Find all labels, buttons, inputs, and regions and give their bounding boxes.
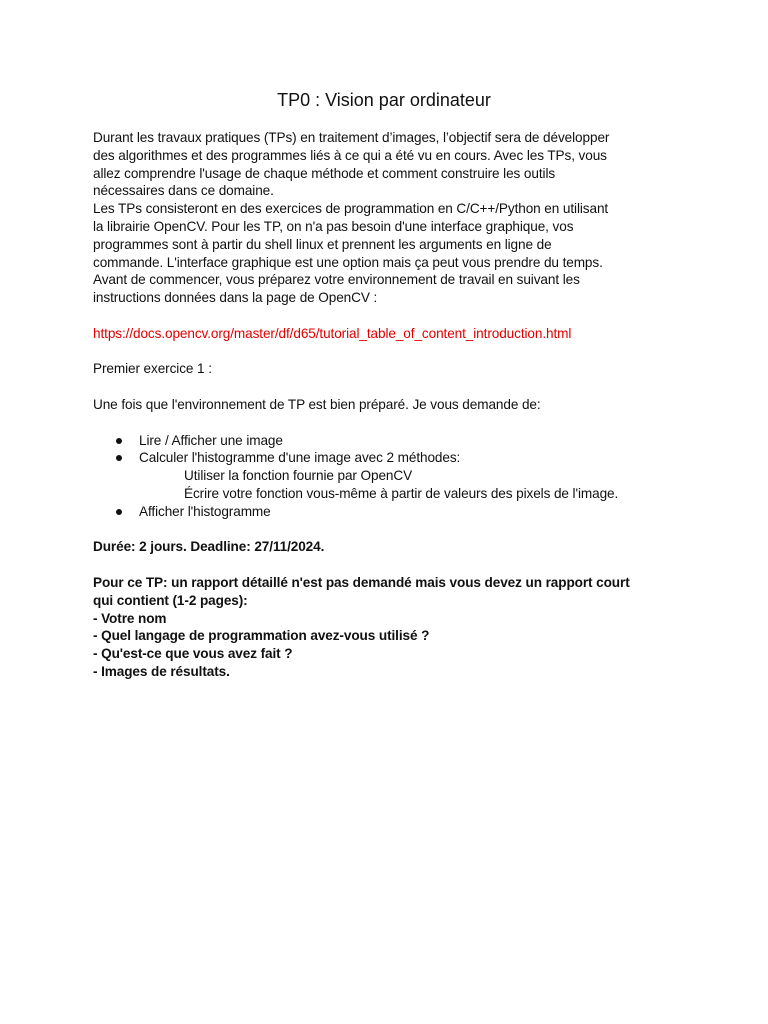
page-title: TP0 : Vision par ordinateur <box>277 90 491 110</box>
intro-line: la librairie OpenCV. Pour les TP, on n'a pas besoin d'une interface graphique, vos <box>93 218 574 234</box>
intro-paragraph <box>93 129 693 307</box>
report-line: - Quel langage de programmation avez-vous utilisé ? <box>93 628 430 644</box>
spacer <box>93 378 693 396</box>
report-requirements <box>93 574 693 681</box>
report-line: - Qu'est-ce que vous avez fait ? <box>93 646 293 662</box>
list-item <box>93 432 693 450</box>
spacer <box>93 343 693 361</box>
report-line: qui contient (1-2 pages): <box>93 592 248 608</box>
opencv-tutorial-link[interactable]: https://docs.opencv.org/master/df/d65/tutorial_table_of_content_introduction.html <box>93 325 572 341</box>
intro-line: Durant les travaux pratiques (TPs) en traitement d’images, l’objectif sera de développer <box>93 130 610 145</box>
intro-line: Avant de commencer, vous préparez votre environnement de travail en suivant les <box>93 272 580 288</box>
report-line: - Votre nom <box>93 610 167 626</box>
intro-line: Les TPs consisteront en des exercices de programmation en C/C++/Python en utilisant <box>93 201 609 217</box>
intro-line: instructions données dans la page de OpenCV : <box>93 290 378 306</box>
exercise-heading: Premier exercice 1 : <box>93 361 212 377</box>
intro-line: nécessaires dans ce domaine. <box>93 183 274 199</box>
list-item <box>93 503 693 521</box>
bullet-icon <box>116 455 122 461</box>
intro-line: allez comprendre l'usage de chaque méthode et comment construire les outils <box>93 165 556 181</box>
spacer <box>93 556 693 574</box>
intro-line: programmes sont à partir du shell linux et prennent les arguments en ligne de <box>93 236 552 252</box>
list-item <box>93 449 693 467</box>
sub-item: Écrire votre fonction vous-même à partir de valeurs des pixels de l'image. <box>184 485 619 501</box>
intro-line: commande. L'interface graphique est une option mais ça peut vous prendre du temps. <box>93 254 603 270</box>
list-item-label: Lire / Afficher une image <box>139 432 283 448</box>
bullet-icon <box>116 509 122 515</box>
exercise-intro: Une fois que l'environnement de TP est bien préparé. Je vous demande de: <box>93 396 541 412</box>
spacer <box>93 307 693 325</box>
spacer <box>93 414 693 432</box>
report-line: - Images de résultats. <box>93 663 230 679</box>
sub-item: Utiliser la fonction fournie par OpenCV <box>184 468 413 484</box>
report-line: Pour ce TP: un rapport détaillé n'est pas demandé mais vous devez un rapport court <box>93 574 630 590</box>
bullet-icon <box>116 438 122 444</box>
intro-line: des algorithmes et des programmes liés à ce qui a été vu en cours. Avec les TPs, vous <box>93 147 607 163</box>
spacer <box>93 521 693 539</box>
duration-deadline: Durée: 2 jours. Deadline: 27/11/2024. <box>93 539 325 555</box>
task-list <box>93 503 693 521</box>
list-item-label: Afficher l'histogramme <box>139 503 271 519</box>
task-list <box>93 432 693 468</box>
list-item-label: Calculer l'histogramme d'une image avec 2 méthodes: <box>139 450 461 466</box>
document-body <box>93 129 693 681</box>
